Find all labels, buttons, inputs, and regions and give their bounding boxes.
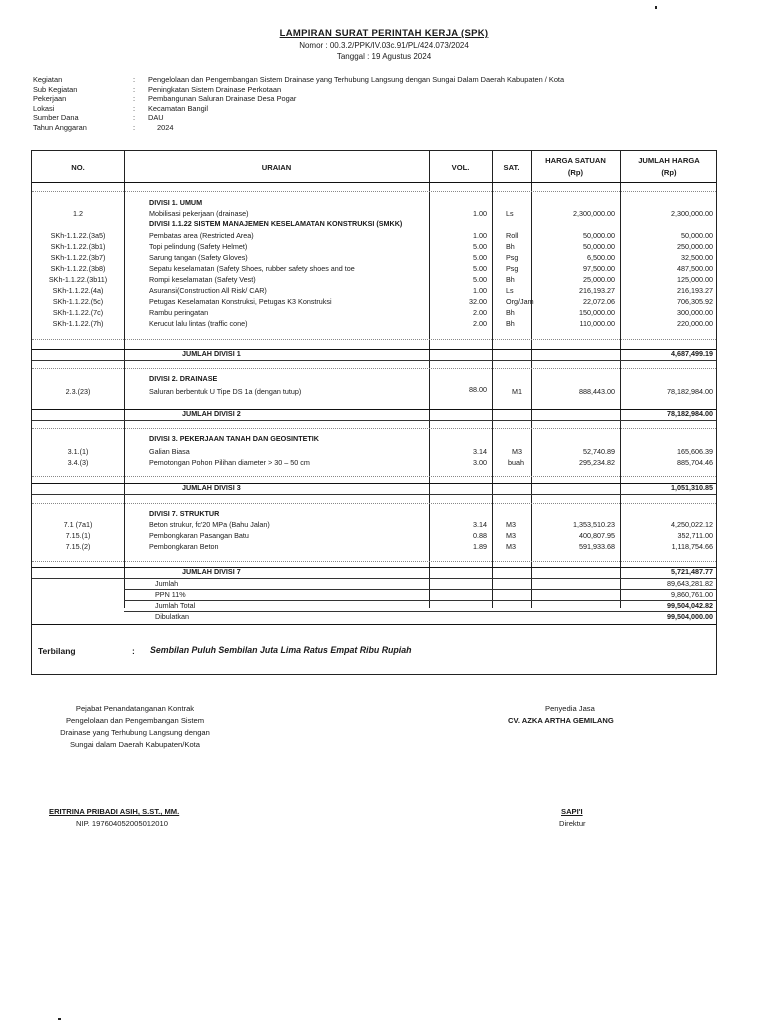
item-unit-price: 400,807.95 bbox=[579, 531, 615, 540]
division-title: DIVISI 7. STRUKTUR bbox=[149, 509, 220, 518]
item-description: Pembongkaran Pasangan Batu bbox=[149, 531, 249, 540]
item-amount: 50,000.00 bbox=[681, 231, 713, 240]
item-unit: Bh bbox=[506, 242, 515, 251]
item-amount: 220,000.00 bbox=[677, 319, 713, 328]
document-number: Nomor : 00.3.2/PPK/IV.03c.91/PL/424.073/2024 bbox=[299, 41, 469, 50]
item-unit: Ls bbox=[506, 286, 514, 295]
row-rule bbox=[32, 420, 716, 421]
info-row: Kegiatan : Pengelolaan dan Pengembangan Sistem Drainase yang Terhubung Langsung dengan Sungai Dalam Daerah Kabupaten / Kota bbox=[33, 75, 565, 84]
item-unit: M3 bbox=[512, 447, 522, 456]
item-description: Pemotongan Pohon Pilihan diameter > 30 – 50 cm bbox=[149, 458, 310, 467]
item-amount: 78,182,984.00 bbox=[667, 387, 713, 396]
item-unit: Bh bbox=[506, 319, 515, 328]
item-amount: 885,704.46 bbox=[677, 458, 713, 467]
item-amount: 352,711.00 bbox=[677, 531, 713, 540]
item-volume: 1.00 bbox=[473, 231, 487, 240]
item-amount: 32,500.00 bbox=[681, 253, 713, 262]
item-no: 7.15.(1) bbox=[65, 531, 91, 540]
division-title: DIVISI 1. UMUM bbox=[149, 198, 203, 207]
item-volume: 5.00 bbox=[473, 253, 487, 262]
item-unit-price: 2,300,000.00 bbox=[573, 209, 615, 218]
cost-table bbox=[31, 150, 717, 675]
col-header-sat: SAT. bbox=[503, 163, 520, 172]
item-unit: buah bbox=[508, 458, 524, 467]
item-volume: 32.00 bbox=[469, 297, 487, 306]
item-description: Petugas Keselamatan Konstruksi, Petugas K3 Konstruksi bbox=[149, 297, 332, 306]
item-no: SKh-1.1.22.(7h) bbox=[52, 319, 104, 328]
item-volume: 5.00 bbox=[473, 242, 487, 251]
item-volume: 5.00 bbox=[473, 275, 487, 284]
item-unit: Bh bbox=[506, 308, 515, 317]
item-description: Galian Biasa bbox=[149, 447, 190, 456]
signatory-right-title: Direktur bbox=[559, 819, 586, 828]
division-title: DIVISI 2. DRAINASE bbox=[149, 374, 218, 383]
item-unit: Psg bbox=[506, 253, 519, 262]
item-no: 3.4.(3) bbox=[67, 458, 89, 467]
item-unit-price: 22,072.06 bbox=[583, 297, 615, 306]
item-no: SKh-1.1.22.(3b11) bbox=[48, 275, 108, 284]
col-header-no: NO. bbox=[71, 163, 85, 172]
item-unit-price: 97,500.00 bbox=[583, 264, 615, 273]
summary-value: 99,504,000.00 bbox=[667, 612, 713, 621]
item-unit-price: 216,193.27 bbox=[579, 286, 615, 295]
item-unit-price: 50,000.00 bbox=[583, 242, 615, 251]
division-total-label: JUMLAH DIVISI 3 bbox=[182, 483, 241, 492]
header-rule bbox=[32, 182, 716, 183]
info-row: Pekerjaan : Pembangunan Saluran Drainase Desa Pogar bbox=[33, 94, 297, 103]
division-total-amount: 1,051,310.85 bbox=[671, 483, 713, 492]
item-volume: 2.00 bbox=[473, 319, 487, 328]
summary-label: PPN 11% bbox=[155, 590, 186, 599]
col-header-vol: VOL. bbox=[451, 163, 470, 172]
item-description: Rompi keselamatan (Safety Vest) bbox=[149, 275, 256, 284]
row-rule bbox=[32, 368, 716, 369]
item-amount: 2,300,000.00 bbox=[671, 209, 713, 218]
scan-speck bbox=[655, 6, 657, 9]
signatory-right-role: Penyedia Jasa bbox=[545, 704, 595, 713]
item-unit-price: 591,933.68 bbox=[579, 542, 615, 551]
item-no: SKh-1.1.22.(5c) bbox=[52, 297, 104, 306]
row-rule bbox=[32, 503, 716, 504]
summary-label: Jumlah Total bbox=[155, 601, 196, 610]
signatory-left-name: ERITRINA PRIBADI ASIH, S.ST., MM. bbox=[49, 807, 180, 816]
item-description: Saluran berbentuk U Tipe DS 1a (dengan tutup) bbox=[149, 387, 302, 396]
terbilang-label: Terbilang bbox=[38, 646, 76, 656]
item-description: Asuransi(Construction All Risk/ CAR) bbox=[149, 286, 267, 295]
item-description: Sarung tangan (Safety Gloves) bbox=[149, 253, 248, 262]
row-rule bbox=[32, 561, 716, 562]
item-unit-price: 6,500.00 bbox=[587, 253, 615, 262]
signatory-left-role: Pejabat Penandatanganan Kontrak Pengelolaan dan Pengembangan Sistem Drainase yang Terhubung Langsung dengan Sungai dalam Daerah Kabupaten/Kota bbox=[60, 704, 210, 749]
item-description: Beton strukur, fc'20 MPa (Bahu Jalan) bbox=[149, 520, 270, 529]
item-volume: 88.00 bbox=[469, 385, 487, 394]
item-no: SKh-1.1.22.(3a5) bbox=[50, 231, 106, 240]
item-volume: 2.00 bbox=[473, 308, 487, 317]
row-rule bbox=[32, 494, 716, 495]
summary-label: Dibulatkan bbox=[155, 612, 189, 621]
item-unit-price: 295,234.82 bbox=[579, 458, 615, 467]
row-rule bbox=[32, 339, 716, 340]
item-description: Rambu peringatan bbox=[149, 308, 209, 317]
item-description: Topi pelindung (Safety Helmet) bbox=[149, 242, 248, 251]
division-title: DIVISI 3. PEKERJAAN TANAH DAN GEOSINTETIK bbox=[149, 434, 319, 443]
division-total-amount: 78,182,984.00 bbox=[667, 409, 713, 418]
activity-info bbox=[33, 75, 564, 132]
column-divider bbox=[124, 151, 125, 608]
summary-value: 9,860,761.00 bbox=[671, 590, 713, 599]
subdivision-title: DIVISI 1.1.22 SISTEM MANAJEMEN KESELAMATAN KONSTRUKSI (SMKK) bbox=[149, 219, 403, 228]
division-total-amount: 4,687,499.19 bbox=[671, 349, 713, 358]
item-unit-price: 25,000.00 bbox=[583, 275, 615, 284]
summary-label: Jumlah bbox=[155, 579, 179, 588]
item-amount: 1,118,754.66 bbox=[671, 542, 713, 551]
item-amount: 4,250,022.12 bbox=[671, 520, 713, 529]
col-header-uraian: URAIAN bbox=[261, 163, 292, 172]
summary-value: 89,643,281.82 bbox=[667, 579, 713, 588]
item-no: SKh-1.1.22.(3b7) bbox=[50, 253, 106, 262]
column-divider bbox=[620, 151, 621, 608]
document-date: Tanggal : 19 Agustus 2024 bbox=[336, 52, 432, 61]
item-volume: 3.00 bbox=[473, 458, 487, 467]
summary-rule bbox=[32, 624, 716, 625]
division-total-label: JUMLAH DIVISI 2 bbox=[182, 409, 241, 418]
item-unit: Roll bbox=[506, 231, 519, 240]
row-rule bbox=[32, 360, 716, 361]
row-rule bbox=[32, 191, 716, 192]
item-unit: M3 bbox=[506, 531, 516, 540]
item-unit: M3 bbox=[506, 542, 516, 551]
col-header-harga-satuan: HARGA SATUAN bbox=[545, 156, 606, 165]
item-unit-price: 1,353,510.23 bbox=[573, 520, 615, 529]
row-rule bbox=[32, 428, 716, 429]
column-divider bbox=[492, 151, 493, 608]
item-unit-price: 50,000.00 bbox=[583, 231, 615, 240]
item-volume: 0.88 bbox=[473, 531, 487, 540]
item-description: Sepatu keselamatan (Safety Shoes, rubber safety shoes and toe bbox=[149, 264, 355, 273]
item-description: Kerucut lalu lintas (traffic cone) bbox=[149, 319, 248, 328]
document-title: LAMPIRAN SURAT PERINTAH KERJA (SPK) bbox=[279, 28, 489, 39]
col-header-jumlah-harga-unit: (Rp) bbox=[661, 168, 677, 177]
info-row: Lokasi : Kecamatan Bangil bbox=[33, 103, 208, 113]
item-description: Pembatas area (Restricted Area) bbox=[149, 231, 254, 240]
terbilang-value: Sembilan Puluh Sembilan Juta Lima Ratus Empat Ribu Rupiah bbox=[150, 645, 412, 655]
item-volume: 3.14 bbox=[473, 447, 487, 456]
item-no: SKh-1.1.22.(7c) bbox=[52, 308, 104, 317]
summary-value: 99,504,042.82 bbox=[667, 601, 713, 610]
item-volume: 5.00 bbox=[473, 264, 487, 273]
item-unit: Bh bbox=[506, 275, 515, 284]
item-volume: 1.89 bbox=[473, 542, 487, 551]
item-no: SKh-1.1.22.(3b8) bbox=[50, 264, 106, 273]
item-amount: 487,500.00 bbox=[677, 264, 713, 273]
item-unit-price: 52,740.89 bbox=[583, 447, 615, 456]
item-volume: 3.14 bbox=[473, 520, 487, 529]
item-unit: Org/Jam bbox=[506, 297, 534, 306]
item-volume: 1.00 bbox=[473, 209, 487, 218]
item-amount: 706,305.92 bbox=[677, 297, 713, 306]
division-total-label: JUMLAH DIVISI 7 bbox=[182, 567, 241, 576]
item-unit: M1 bbox=[512, 387, 522, 396]
item-no: 7.1 (7a1) bbox=[63, 520, 93, 529]
division-total-amount: 5,721,487.77 bbox=[671, 567, 713, 576]
row-rule bbox=[32, 476, 716, 477]
item-unit: Psg bbox=[506, 264, 519, 273]
item-amount: 300,000.00 bbox=[677, 308, 713, 317]
item-unit: Ls bbox=[506, 209, 514, 218]
item-amount: 216,193.27 bbox=[677, 286, 713, 295]
item-no: 7.15.(2) bbox=[65, 542, 91, 551]
col-header-harga-satuan-unit: (Rp) bbox=[567, 168, 584, 177]
item-unit: M3 bbox=[506, 520, 516, 529]
info-row: Sub Kegiatan : Peningkatan Sistem Drainase Perkotaan bbox=[33, 84, 282, 94]
item-amount: 250,000.00 bbox=[677, 242, 713, 251]
item-unit-price: 888,443.00 bbox=[579, 387, 615, 396]
signatory-right-company: CV. AZKA ARTHA GEMILANG bbox=[508, 716, 614, 725]
item-description: Mobilisasi pekerjaan (drainase) bbox=[149, 209, 249, 218]
item-amount: 125,000.00 bbox=[677, 275, 713, 284]
item-description: Pembongkaran Beton bbox=[149, 542, 219, 551]
item-no: 2.3.(23) bbox=[65, 387, 91, 396]
signatory-left-nip: NIP. 197604052005012010 bbox=[76, 819, 168, 828]
item-volume: 1.00 bbox=[473, 286, 487, 295]
signatory-right-name: SAPI'I bbox=[561, 807, 583, 816]
scan-speck bbox=[58, 1018, 61, 1020]
item-amount: 165,606.39 bbox=[677, 447, 713, 456]
item-no: 3.1.(1) bbox=[67, 447, 89, 456]
division-total-label: JUMLAH DIVISI 1 bbox=[182, 349, 241, 358]
item-no: SKh-1.1.22.(3b1) bbox=[50, 242, 106, 251]
item-no: 1.2 bbox=[73, 209, 83, 218]
terbilang-colon: : bbox=[132, 646, 135, 656]
col-header-jumlah-harga: JUMLAH HARGA bbox=[638, 156, 700, 165]
info-row: Tahun Anggaran : 2024 bbox=[33, 122, 174, 132]
info-row: Sumber Dana : DAU bbox=[33, 113, 164, 122]
item-unit-price: 110,000.00 bbox=[579, 319, 615, 328]
item-unit-price: 150,000.00 bbox=[579, 308, 615, 317]
item-no: SKh-1.1.22.(4a) bbox=[52, 286, 104, 295]
